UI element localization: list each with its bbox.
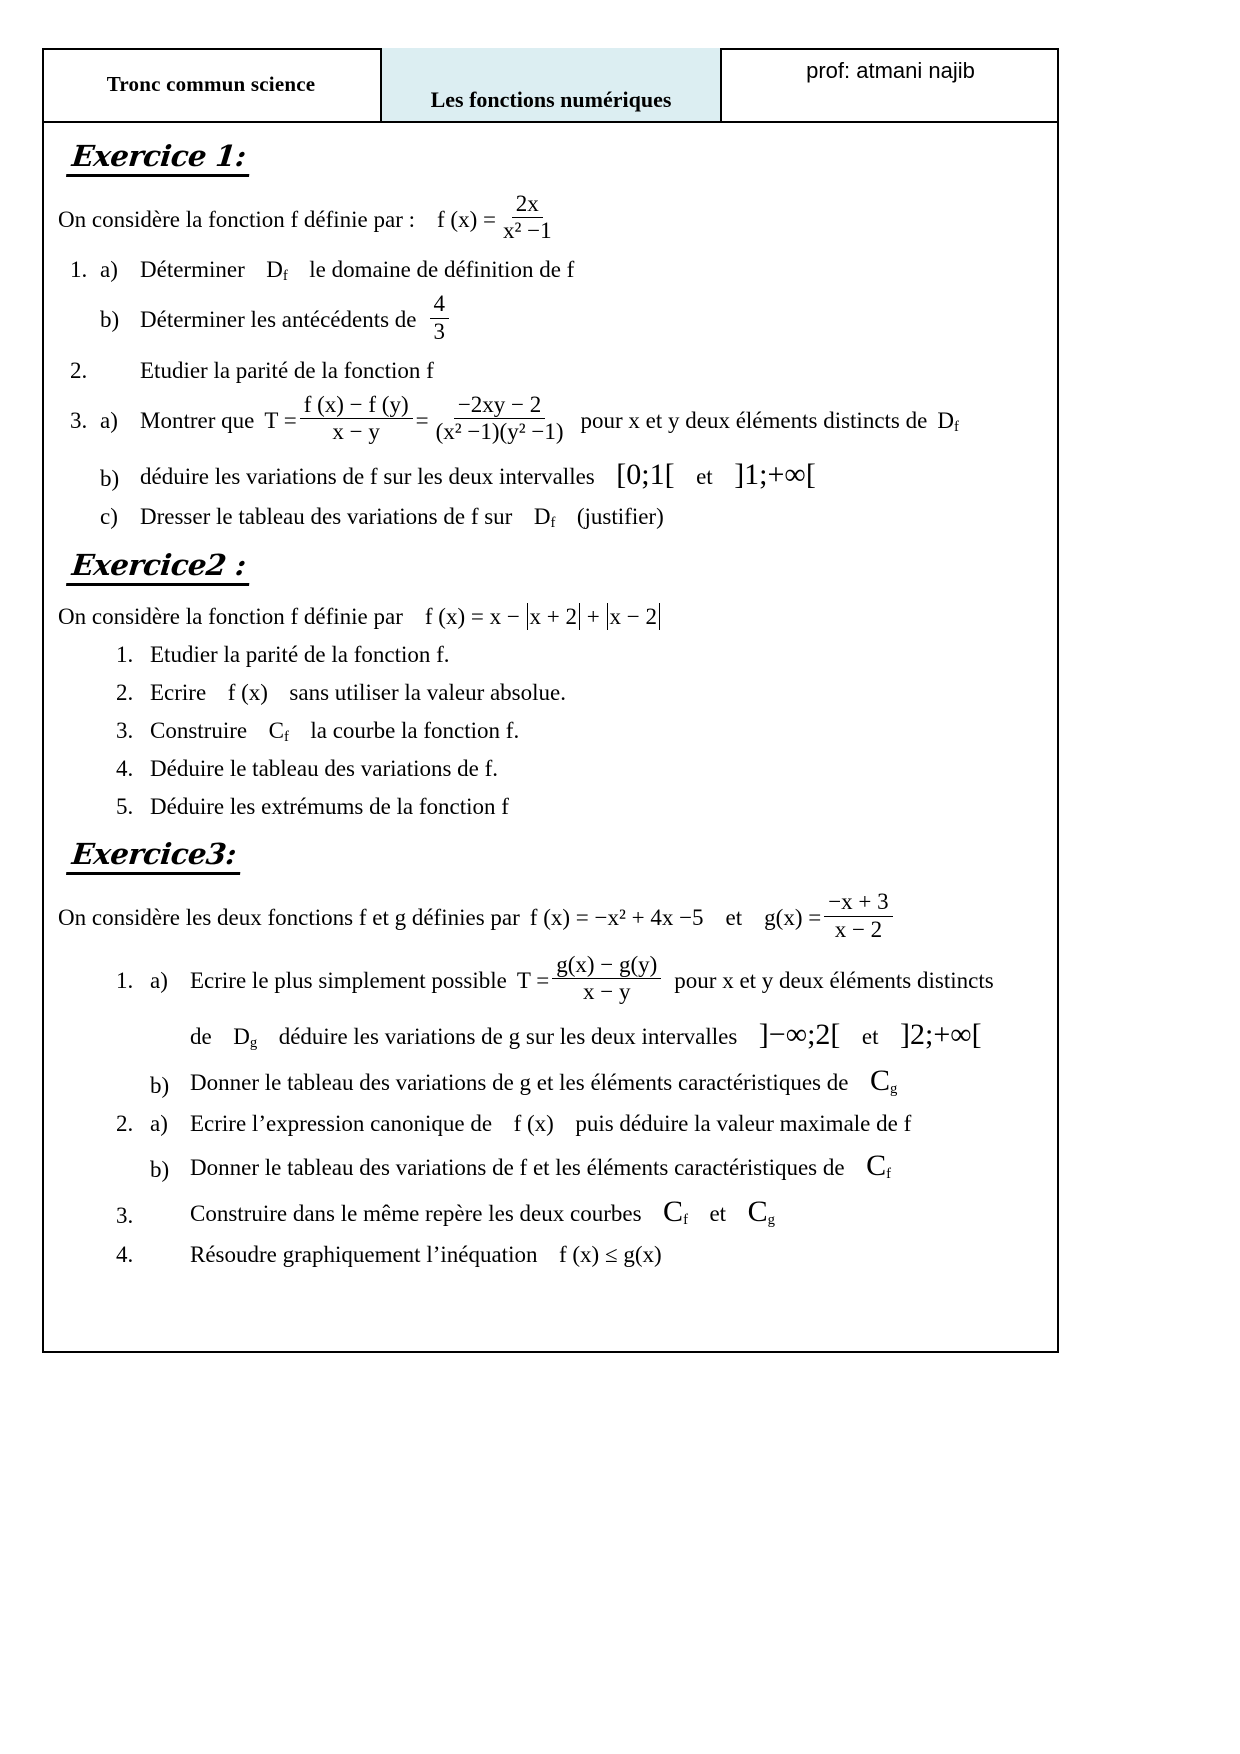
exercise-2-intro-text: On considère la fonction f définie par bbox=[58, 603, 403, 629]
item-number: 1. bbox=[70, 257, 88, 283]
exercise-3-intro-text: On considère les deux fonctions f et g définies par bbox=[58, 905, 520, 931]
item-content bbox=[190, 1063, 1043, 1098]
exercise-2-formula bbox=[425, 603, 661, 630]
fraction-numerator: 2x bbox=[512, 192, 543, 218]
document-body bbox=[42, 123, 1059, 1353]
conjunction: et bbox=[725, 905, 743, 931]
fraction-numerator: 4 bbox=[430, 292, 450, 318]
item-number: 2. bbox=[70, 357, 88, 383]
conjunction: et bbox=[709, 1201, 727, 1227]
exercise-2-title: Exercice2 : bbox=[66, 548, 253, 586]
exercise-1-item-2 bbox=[58, 357, 1043, 384]
item-sublabel: c) bbox=[100, 504, 118, 530]
symbol-curve-f bbox=[663, 1195, 688, 1229]
item-text-before: Résoudre graphiquement l’inéquation bbox=[190, 1241, 538, 1267]
item-number: 1. bbox=[116, 641, 134, 667]
exercise-3-item-1a-cont bbox=[58, 1017, 1043, 1052]
fraction-denominator: x − y bbox=[583, 978, 631, 1004]
exercise-3-item-2a bbox=[58, 1110, 1043, 1137]
absolute-value-2: x − 2 bbox=[607, 603, 660, 630]
symbol-subscript: f bbox=[953, 419, 959, 436]
interval-1: [0;1[ bbox=[616, 458, 675, 492]
fraction-numerator: −2xy − 2 bbox=[454, 393, 545, 419]
item-content bbox=[190, 1017, 1043, 1052]
absolute-value-1: x + 2 bbox=[527, 603, 580, 630]
formula-part-b: + bbox=[586, 603, 600, 629]
item-content bbox=[190, 1241, 1043, 1268]
item-text-before: Montrer que bbox=[140, 407, 255, 433]
equation-lhs: T = bbox=[516, 967, 550, 993]
document-header bbox=[42, 48, 1059, 123]
item-text-before: Ecrire bbox=[150, 679, 207, 705]
header-subject-cell bbox=[382, 48, 722, 121]
exercise-1-formula bbox=[437, 191, 559, 245]
symbol-domain-f bbox=[266, 257, 288, 285]
inequation: f (x) ≤ g(x) bbox=[558, 1241, 662, 1267]
exercise-2-item-3 bbox=[58, 717, 1043, 744]
symbol-curve-g bbox=[869, 1064, 898, 1098]
function-notation: f (x) bbox=[227, 679, 268, 705]
symbol-letter: D bbox=[533, 504, 551, 530]
item-text-before: Construire dans le même repère les deux courbes bbox=[190, 1201, 642, 1227]
item-content bbox=[140, 256, 1043, 283]
item-content bbox=[190, 1194, 1043, 1229]
item-text-after: pour x et y deux éléments distincts bbox=[674, 967, 994, 993]
equation-lhs: T = bbox=[264, 407, 297, 433]
exercise-3-item-2b bbox=[58, 1148, 1043, 1183]
exercise-2-intro bbox=[58, 603, 1043, 630]
fraction-1 bbox=[300, 393, 413, 444]
symbol-letter: C bbox=[866, 1148, 887, 1182]
item-content bbox=[140, 457, 1043, 492]
item-content: Déduire les extrémums de la fonction f bbox=[150, 794, 509, 820]
exercise-3-title: Exercice3: bbox=[66, 837, 244, 875]
exercise-3-item-1a bbox=[58, 951, 1043, 1006]
item-content bbox=[150, 679, 1043, 706]
symbol-letter: D bbox=[266, 257, 283, 283]
exercise-1-item-3a bbox=[58, 391, 1043, 446]
subject-title: Les fonctions numériques bbox=[430, 87, 672, 112]
exercise-2-item-5 bbox=[58, 793, 1043, 820]
symbol-subscript: g bbox=[767, 1212, 775, 1229]
teacher-name: prof: atmani najib bbox=[806, 58, 975, 83]
exercise-1-item-3b bbox=[58, 457, 1043, 492]
item-number: 5. bbox=[116, 794, 134, 820]
exercise-1-intro-text: On considère la fonction f définie par : bbox=[58, 207, 416, 233]
item-content: Etudier la parité de la fonction f. bbox=[150, 641, 450, 667]
header-class-label bbox=[42, 48, 382, 121]
item-sublabel: a) bbox=[150, 1110, 168, 1136]
exercise-3-formula-g bbox=[764, 889, 896, 943]
symbol-subscript: g bbox=[249, 1035, 258, 1052]
conjunction: et bbox=[861, 1023, 879, 1049]
exercise-3-intro bbox=[58, 889, 1043, 943]
item-number: 4. bbox=[116, 1241, 134, 1267]
item-content bbox=[190, 1110, 1043, 1137]
formula-lhs: g(x) = bbox=[764, 905, 822, 931]
equation-equals: = bbox=[415, 407, 429, 433]
header-teacher-cell bbox=[722, 48, 1059, 121]
item-number: 3. bbox=[116, 717, 134, 743]
item-text-before: Donner le tableau des variations de g et les éléments caractéristiques de bbox=[190, 1070, 849, 1096]
symbol-letter: C bbox=[663, 1195, 684, 1229]
item-text-before: Ecrire l’expression canonique de bbox=[190, 1110, 493, 1136]
item-number: 2. bbox=[116, 679, 134, 705]
item-text-before: Déterminer bbox=[140, 257, 245, 283]
symbol-letter: D bbox=[233, 1023, 250, 1049]
item-content: Etudier la parité de la fonction f bbox=[140, 357, 434, 383]
item-content bbox=[190, 1148, 1043, 1183]
item-number: 2. bbox=[116, 1110, 134, 1136]
item-content bbox=[140, 503, 1043, 530]
item-number: 4. bbox=[116, 756, 134, 782]
conjunction: et bbox=[696, 464, 713, 490]
symbol-curve-f bbox=[268, 717, 289, 746]
equation-T bbox=[264, 391, 570, 446]
symbol-letter: C bbox=[268, 717, 284, 743]
fraction-numerator: −x + 3 bbox=[824, 890, 892, 916]
item-text-after: puis déduire la valeur maximale de f bbox=[575, 1110, 912, 1136]
item-text-after: pour x et y deux éléments distincts de bbox=[580, 407, 928, 433]
item-text-before: déduire les variations de f sur les deux intervalles bbox=[140, 464, 595, 490]
exercise-2-item-2 bbox=[58, 679, 1043, 706]
exercise-2-item-1 bbox=[58, 641, 1043, 668]
symbol-subscript: f bbox=[282, 268, 288, 285]
formula-fraction bbox=[499, 192, 556, 243]
item-content: Déduire le tableau des variations de f. bbox=[150, 756, 499, 782]
exercise-3-item-3 bbox=[58, 1194, 1043, 1229]
interval-1: ]−∞;2[ bbox=[758, 1017, 841, 1051]
item-sublabel: a) bbox=[100, 257, 118, 283]
equation-T bbox=[516, 951, 664, 1006]
formula-part-a: f (x) = x − bbox=[424, 603, 520, 629]
item-text-before: Construire bbox=[150, 717, 248, 743]
item-sublabel: b) bbox=[150, 1157, 170, 1183]
exercise-1-title: Exercice 1: bbox=[66, 139, 253, 177]
item-content bbox=[150, 717, 1043, 744]
interval-2: ]2;+∞[ bbox=[900, 1017, 982, 1051]
item-text-before: Ecrire le plus simplement possible bbox=[190, 967, 507, 993]
exercise-1-item-1b bbox=[58, 291, 1043, 345]
item-text-before: Dresser le tableau des variations de f sur bbox=[140, 504, 513, 530]
item-text-before: Donner le tableau des variations de f et les éléments caractéristiques de bbox=[190, 1154, 845, 1180]
item-text-before: de bbox=[190, 1023, 212, 1049]
fraction-denominator: (x² −1)(y² −1) bbox=[435, 418, 564, 444]
item-sublabel: b) bbox=[150, 1072, 170, 1098]
symbol-subscript: f bbox=[683, 1212, 688, 1229]
symbol-domain-f bbox=[937, 407, 959, 434]
item-sublabel: a) bbox=[150, 967, 168, 993]
exercise-1-item-1a bbox=[58, 256, 1043, 283]
fraction-denominator: 3 bbox=[433, 318, 446, 344]
symbol-domain-f bbox=[533, 504, 556, 532]
item-content bbox=[140, 391, 1043, 446]
symbol-curve-g bbox=[747, 1195, 775, 1229]
exercise-1-item-3c bbox=[58, 503, 1043, 530]
symbol-subscript: f bbox=[283, 729, 289, 746]
fraction-numerator: g(x) − g(y) bbox=[552, 953, 661, 979]
item-content bbox=[140, 291, 1043, 345]
item-sublabel: a) bbox=[100, 407, 118, 433]
symbol-letter: C bbox=[747, 1195, 768, 1229]
exercise-3-item-1b bbox=[58, 1063, 1043, 1098]
item-sublabel: b) bbox=[100, 466, 120, 492]
symbol-curve-f bbox=[866, 1148, 892, 1183]
item-text-after: le domaine de définition de f bbox=[309, 257, 575, 283]
item-sublabel: b) bbox=[100, 307, 120, 333]
symbol-subscript: g bbox=[889, 1081, 898, 1098]
formula-lhs: f (x) = bbox=[437, 207, 496, 233]
fraction-denominator: x² −1 bbox=[502, 218, 552, 244]
exercise-2-item-4 bbox=[58, 755, 1043, 782]
formula-fraction bbox=[824, 890, 892, 941]
item-number: 3. bbox=[70, 407, 88, 433]
item-number: 1. bbox=[116, 967, 134, 993]
fraction-numerator: f (x) − f (y) bbox=[300, 393, 413, 419]
fraction-four-thirds bbox=[430, 292, 450, 343]
exercise-3-item-4 bbox=[58, 1241, 1043, 1268]
formula-fraction bbox=[552, 953, 661, 1004]
symbol-letter: C bbox=[869, 1064, 890, 1098]
exercise-3-formula-f: f (x) = −x² + 4x −5 bbox=[529, 905, 704, 931]
item-text-before: Déterminer les antécédents de bbox=[140, 307, 417, 333]
item-text-after: sans utiliser la valeur absolue. bbox=[289, 679, 566, 705]
item-text-after: la courbe la fonction f. bbox=[310, 717, 520, 743]
item-content bbox=[190, 951, 1043, 1006]
interval-2: ]1;+∞[ bbox=[734, 458, 816, 492]
symbol-domain-g bbox=[233, 1023, 258, 1052]
class-label-text: Tronc commun science bbox=[106, 72, 316, 96]
item-text-after: déduire les variations de g sur les deux intervalles bbox=[278, 1023, 738, 1049]
function-notation: f (x) bbox=[513, 1110, 554, 1136]
symbol-subscript: f bbox=[550, 515, 556, 532]
fraction-denominator: x − 2 bbox=[834, 916, 883, 942]
item-number: 3. bbox=[116, 1203, 134, 1229]
fraction-denominator: x − y bbox=[332, 418, 380, 444]
fraction-2 bbox=[432, 393, 568, 444]
item-text-after: (justifier) bbox=[576, 504, 664, 530]
symbol-letter: D bbox=[937, 407, 954, 433]
exercise-1-intro bbox=[58, 191, 1043, 245]
symbol-subscript: f bbox=[886, 1166, 892, 1183]
